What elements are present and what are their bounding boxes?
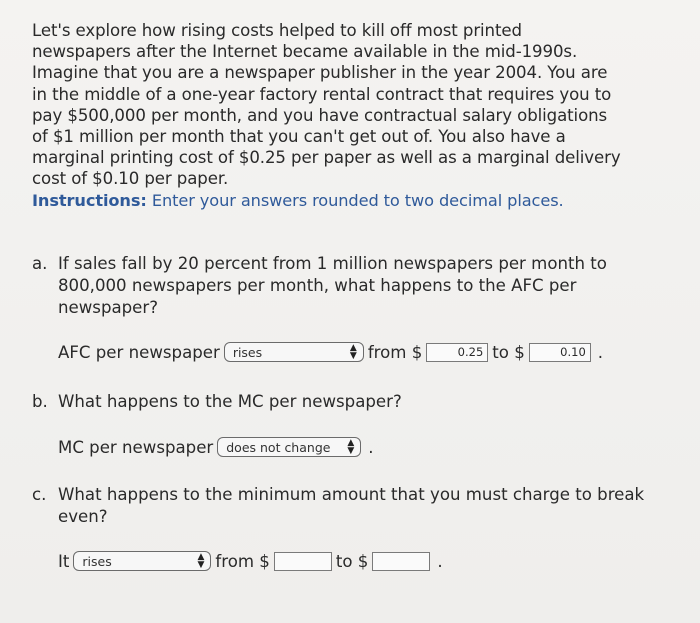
- question-b-text: What happens to the MC per newspaper?: [58, 392, 402, 411]
- breakeven-end-period: .: [437, 551, 443, 571]
- answer-row-a: [58, 342, 603, 362]
- instructions-text: Enter your answers rounded to two decimal places.: [151, 190, 564, 210]
- question-a-line: 800,000 newspapers per month, what happens to the AFC per: [58, 276, 577, 295]
- intro-text: [32, 20, 672, 211]
- question-c-line: even?: [58, 507, 108, 526]
- question-a-letter: a.: [32, 254, 48, 273]
- question-b: [32, 391, 672, 415]
- intro-line: in the middle of a one-year factory rental contract that requires you to: [32, 84, 612, 104]
- breakeven-to-text: to $: [335, 551, 369, 571]
- question-c-line: What happens to the minimum amount that you must charge to break: [58, 485, 645, 504]
- instructions-label: Instructions:: [32, 190, 147, 210]
- question-c-letter: c.: [32, 485, 47, 504]
- intro-line: Imagine that you are a newspaper publisher in the year 2004. You are: [32, 63, 608, 83]
- afc-to-input[interactable]: 0.10: [529, 343, 591, 362]
- question-a-line: If sales fall by 20 percent from 1 million newspapers per month to: [58, 254, 607, 273]
- intro-line: of $1 million per month that you can't get out of. You also have a: [32, 127, 566, 147]
- breakeven-from-input[interactable]: [274, 552, 332, 571]
- answer-row-c: [58, 551, 443, 571]
- intro-line: pay $500,000 per month, and you have contractual salary obligations: [32, 105, 608, 125]
- question-a-text: [58, 253, 648, 319]
- question-c-text: [58, 484, 648, 528]
- question-a: [32, 253, 672, 323]
- afc-direction-select[interactable]: [224, 342, 364, 362]
- intro-line: Let's explore how rising costs helped to kill off most printed: [32, 21, 522, 40]
- question-b-letter: b.: [32, 392, 48, 411]
- updown-arrows-icon: ▲ ▼: [349, 343, 357, 361]
- breakeven-from-text: from $: [215, 551, 270, 571]
- afc-to-text: to $: [492, 342, 525, 362]
- mc-direction-select[interactable]: [217, 437, 361, 457]
- updown-arrows-icon: ▲ ▼: [347, 438, 355, 456]
- afc-label: AFC per newspaper: [58, 342, 220, 362]
- mc-label: MC per newspaper: [58, 437, 214, 457]
- intro-line: cost of $0.10 per paper.: [32, 169, 229, 189]
- afc-from-input[interactable]: 0.25: [426, 343, 488, 362]
- updown-arrows-icon: ▲ ▼: [197, 552, 205, 570]
- mc-direction-value: does not change: [226, 439, 331, 455]
- question-a-line: newspaper?: [58, 298, 159, 317]
- question-c: [32, 484, 672, 530]
- afc-from-text: from $: [367, 342, 423, 362]
- mc-end-period: .: [368, 437, 374, 457]
- intro-line: newspapers after the Internet became available in the mid-1990s.: [32, 42, 578, 62]
- breakeven-direction-value: rises: [82, 553, 112, 569]
- instructions: [32, 190, 672, 211]
- afc-end-period: .: [597, 342, 604, 362]
- breakeven-to-input[interactable]: [372, 552, 430, 571]
- breakeven-label: It: [58, 551, 70, 571]
- breakeven-direction-select[interactable]: [73, 551, 211, 571]
- answer-row-b: [58, 437, 374, 457]
- intro-line: marginal printing cost of $0.25 per paper as well as a marginal delivery: [32, 148, 621, 168]
- afc-direction-value: rises: [232, 344, 263, 360]
